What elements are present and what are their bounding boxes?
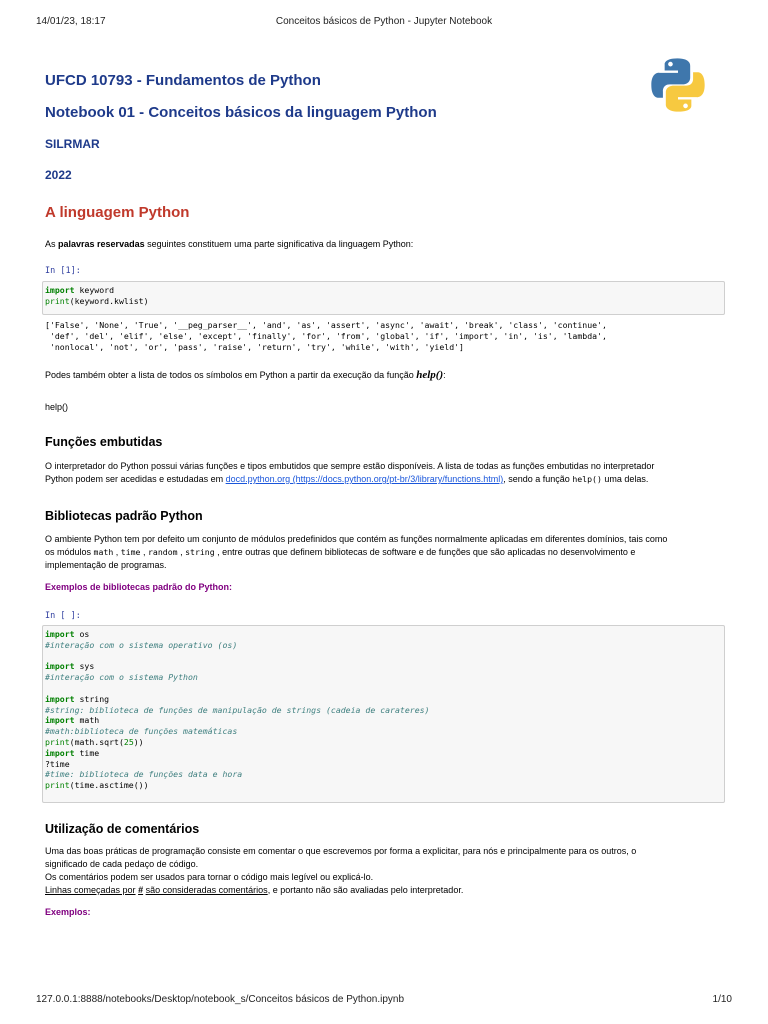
ufcd-title: UFCD 10793 - Fundamentos de Python: [45, 72, 321, 89]
author: SILRMAR: [45, 137, 100, 151]
help-paragraph: Podes também obter a lista de todos os símbolos em Python a partir da execução da função help():: [45, 369, 446, 381]
page-number: 1/10: [712, 994, 732, 1005]
print-header: [36, 16, 732, 30]
docs-link[interactable]: docd.python.org (https://docs.python.org/pt-br/3/library/functions.html): [225, 474, 504, 484]
section-title-comentarios: Utilização de comentários: [45, 822, 200, 836]
print-date: 14/01/23, 18:17: [36, 16, 106, 27]
cell-prompt: In [ ]:: [45, 611, 81, 621]
comments-examples-label: Exemplos:: [45, 907, 91, 917]
stdlib-paragraph: O ambiente Python tem por defeito um conjunto de módulos predefinidos que contém as funções normalmente aplicadas em diferentes domínios, tais como os módulos math , time , random , string , entre outras que definem bibliotecas de software e de funções que são aplicadas no desenvolvimento e implementação de programas.: [45, 534, 668, 570]
section-title-funcoes: Funções embutidas: [45, 435, 163, 449]
cell-prompt: In [1]:: [45, 266, 81, 276]
help-line: help(): [45, 402, 69, 412]
code-cell-keyword[interactable]: import keyword print(keyword.kwlist): [42, 281, 725, 315]
builtins-paragraph: O interpretador do Python possui várias funções e tipos embutidos que sempre estão disponíveis. A lista de todas as funções embutidas no interpretador Python podem ser acedidas e estudadas em docd.python.org (https://docs.python.org/pt-br/3/library/functions.html), sendo a função help() uma delas.: [45, 461, 655, 484]
print-footer: [36, 994, 732, 1008]
print-title: Conceitos básicos de Python - Jupyter Notebook: [275, 16, 493, 27]
cell-output-kwlist: ['False', 'None', 'True', '__peg_parser__', 'and', 'as', 'assert', 'async', 'await', 'break', 'class', 'continue', 'def', 'del', 'elif', 'else', 'except', 'finally', 'for', 'from', 'global', 'if', 'import', 'in', 'is', 'lambda', 'nonlocal', 'not', 'or', 'pass', 'raise', 'return', 'try', 'while', 'with', 'yield']: [45, 320, 607, 352]
comments-paragraph: Uma das boas práticas de programação consiste em comentar o que escrevemos por forma a explicitar, para nós e principalmente para os outros, o significado de cada pedaço de código. Os comentários podem ser usados para tornar o código mais legível ou explicá-lo. Linhas começadas por # são consideradas comentários, e portanto não são avaliadas pelo interpretador.: [45, 846, 637, 895]
section-title-linguagem: A linguagem Python: [45, 204, 190, 221]
print-url: 127.0.0.1:8888/notebooks/Desktop/notebook_s/Conceitos básicos de Python.ipynb: [36, 994, 405, 1005]
code-cell-libraries[interactable]: import os #interação com o sistema operativo (os) import sys #interação com o sistema Python import string #string: biblioteca de funções de manipulação de strings (cadeia de carateres) import math #math:biblioteca de funções matemáticas print(math.sqrt(25)) import time ?time #time: biblioteca de funções data e hora print(time.asctime()): [42, 625, 725, 803]
section-title-bibliotecas: Bibliotecas padrão Python: [45, 509, 203, 523]
lang-intro: As palavras reservadas seguintes constituem uma parte significativa da linguagem Python:: [45, 239, 414, 249]
year: 2022: [45, 168, 72, 182]
stdlib-examples-label: Exemplos de bibliotecas padrão do Python:: [45, 582, 233, 592]
python-logo-icon: [649, 56, 707, 114]
notebook-title: Notebook 01 - Conceitos básicos da linguagem Python: [45, 104, 437, 121]
